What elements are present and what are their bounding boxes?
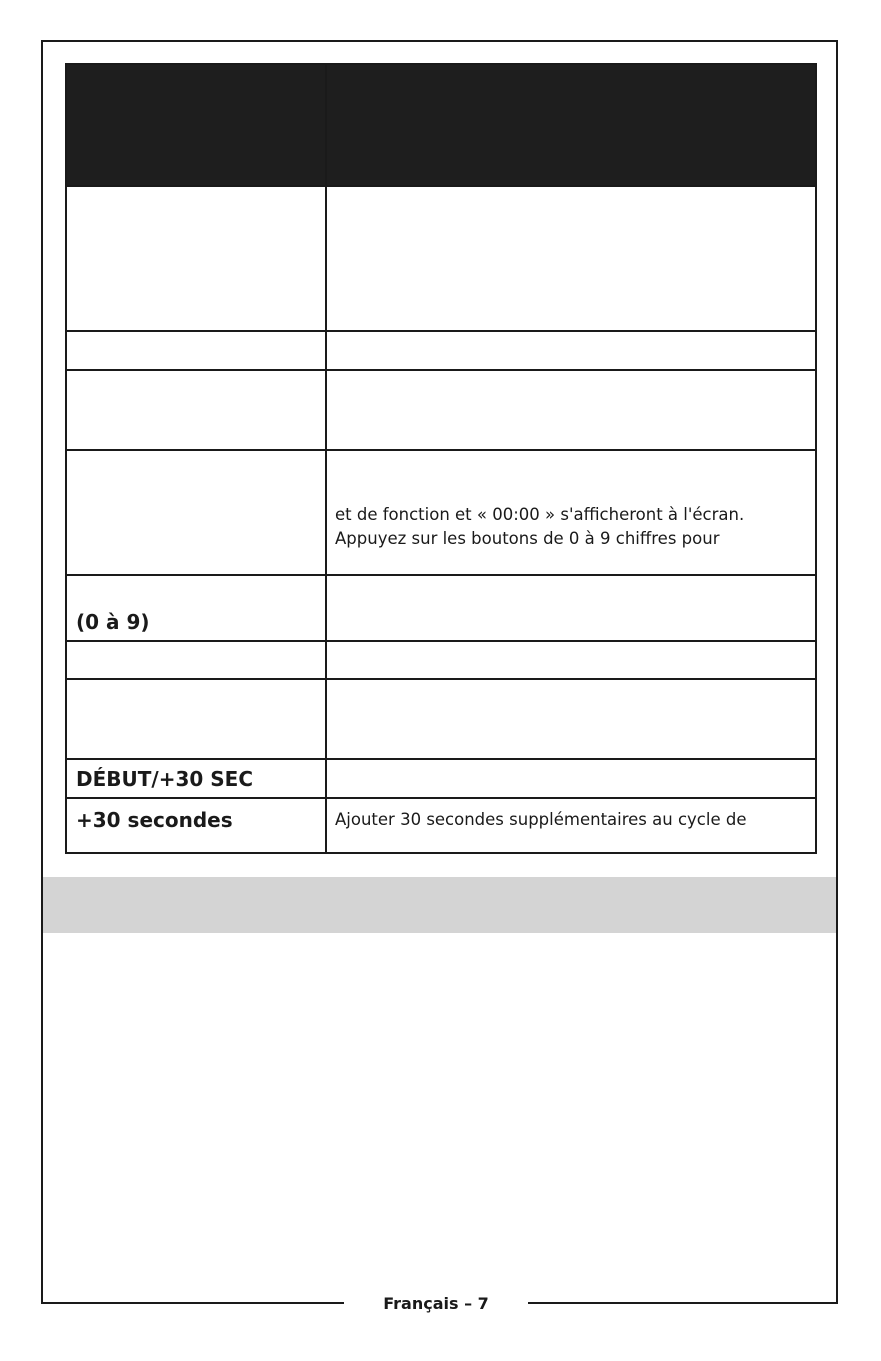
table-cell-description: [326, 641, 816, 679]
table-row: [66, 759, 816, 798]
table-cell-label: [66, 186, 326, 331]
table-cell-description: [326, 679, 816, 759]
table-row: [66, 641, 816, 679]
table-cell-label: [66, 798, 326, 853]
table-cell-description: [326, 575, 816, 641]
table-cell-label: [66, 679, 326, 759]
table-cell-label: [66, 641, 326, 679]
footer-rule-right: [528, 1302, 838, 1304]
table-row: [66, 450, 816, 575]
row-label: +30 secondes: [76, 808, 233, 832]
row-description-line: Ajouter 30 secondes supplémentaires au cycle de: [335, 810, 747, 829]
table-row: [66, 575, 816, 641]
table-cell-description: [326, 450, 816, 575]
table-cell-description: [326, 370, 816, 450]
table-header-cell-1: [66, 64, 326, 186]
table-row: [66, 186, 816, 331]
row-description-line: Appuyez sur les boutons de 0 à 9 chiffres pour: [335, 529, 720, 548]
table-cell-label: [66, 450, 326, 575]
row-description-line: et de fonction et « 00:00 » s'afficheront à l'écran.: [335, 505, 745, 524]
page-number: Français – 7: [383, 1294, 489, 1313]
footer-rule-left: [41, 1302, 344, 1304]
section-heading-band: [43, 877, 836, 933]
table-cell-description: [326, 759, 816, 798]
table-header-cell-2: [326, 64, 816, 186]
table-row: [66, 679, 816, 759]
control-panel-table: [65, 63, 817, 854]
table-cell-label: [66, 370, 326, 450]
table-cell-label: [66, 759, 326, 798]
table-row: [66, 370, 816, 450]
table-row: [66, 331, 816, 370]
row-label: DÉBUT/+30 SEC: [76, 767, 253, 791]
table-header-row: [66, 64, 816, 186]
table-cell-description: [326, 798, 816, 853]
table-cell-description: [326, 186, 816, 331]
row-label: (0 à 9): [76, 610, 150, 634]
table-row: [66, 798, 816, 853]
table-cell-label: [66, 575, 326, 641]
table-cell-label: [66, 331, 326, 370]
table-cell-description: [326, 331, 816, 370]
